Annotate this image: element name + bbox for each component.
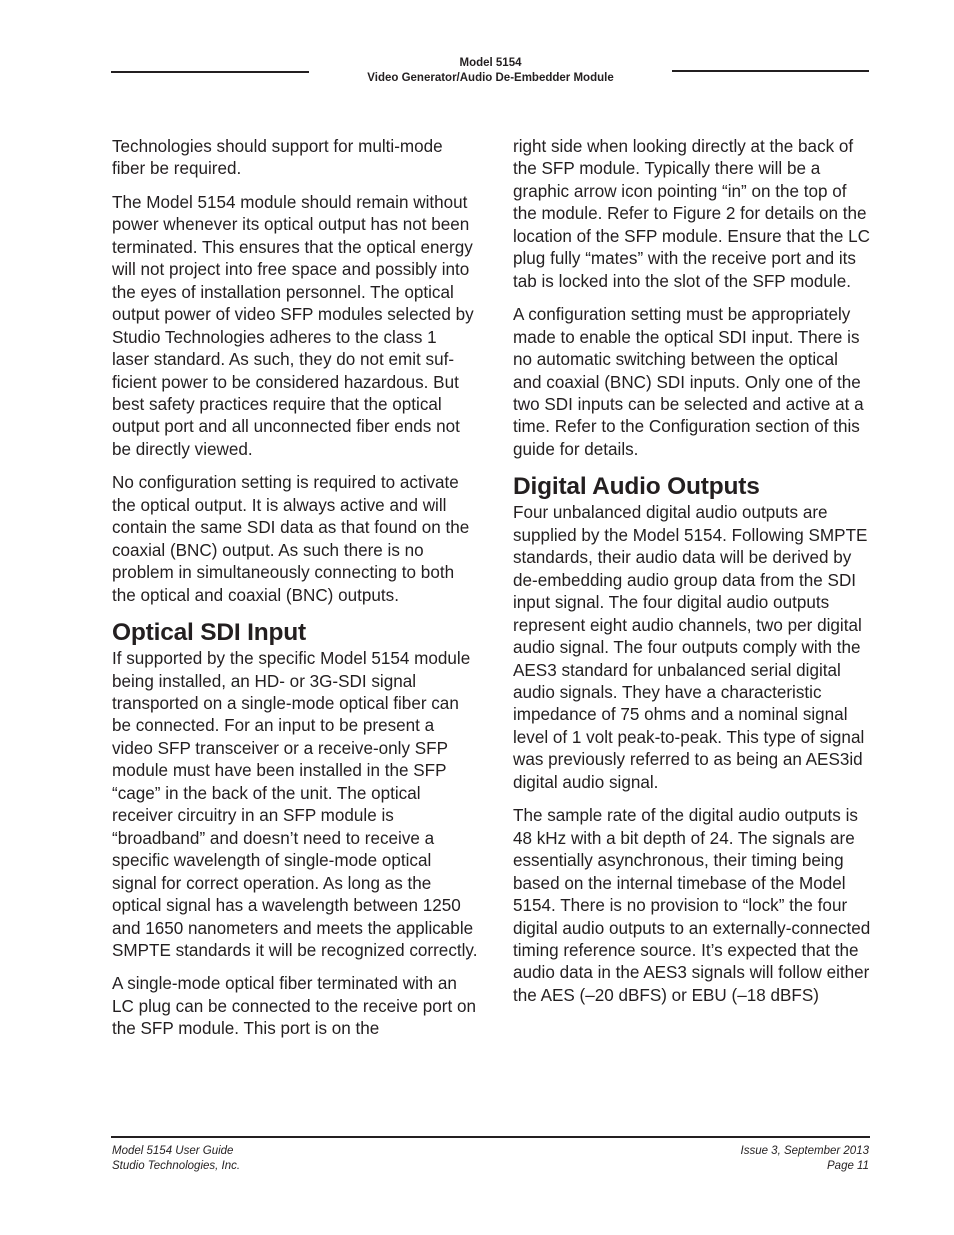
footer-issue: Issue 3, September 2013 xyxy=(740,1145,869,1157)
header-subtitle: Video Generator/Audio De-Embedder Module xyxy=(367,72,614,84)
header-rule-right xyxy=(672,70,869,72)
paragraph: Technologies should support for multi-mode fiber be required. xyxy=(112,137,443,179)
footer-rule xyxy=(111,1136,870,1138)
footer-guide-title: Model 5154 User Guide xyxy=(112,1145,234,1157)
section-heading-digital-audio-outputs: Digital Audio Outputs xyxy=(513,473,760,501)
paragraph: The Model 5154 module should remain without power whenever its optical output has not been terminated. This ensures that the optical energy will not project into free space and possibly into the eyes of installation personnel. The optical output power of video SFP modules selected by Studio Technologies adheres to the class 1 laser standard. As such, they do not emit sufficient power to be considered hazardous. But best safety practices require that the optical output port and all unconnected fiber ends not be directly viewed. xyxy=(112,192,474,459)
paragraph: A single-mode optical fiber terminated with an LC plug can be connected to the receive port on the SFP module. This port is on the xyxy=(112,974,476,1039)
left-column xyxy=(112,136,478,1052)
footer-right xyxy=(741,1144,870,1174)
section-heading-optical-sdi-input: Optical SDI Input xyxy=(112,619,306,647)
paragraph: Four unbalanced digital audio outputs are supplied by the Model 5154. Following SMPTE standards, their audio data will be derived by de-embedding audio group data from the SDI input signal. The four digital audio outputs represent eight audio channels, two per digital audio signal. The four outputs comply with the AES3 standard for unbalanced serial digital audio signals. They have a characteristic impedance of 75 ohms and a nominal signal level of 1 volt peak-to-peak. This type of signal was previously referred to as being an AES3id digital audio signal. xyxy=(513,503,868,792)
header-model: Model 5154 xyxy=(459,57,522,69)
paragraph: right side when looking directly at the back of the SFP module. Typically there will be a graphic arrow icon pointing “in” on the top of the module. Refer to Figure 2 for details on the location of the SFP module. Ensure that the LC plug fully “mates” with the receive port and its tab is locked into the slot of the SFP module. xyxy=(513,137,870,291)
paragraph: No configuration setting is required to activate the optical output. It is always active and will contain the same SDI data as that found on the coaxial (BNC) output. As such there is no problem in simultaneously connecting to both the optical and coaxial (BNC) outputs. xyxy=(112,473,470,605)
paragraph: The sample rate of the digital audio outputs is 48 kHz with a bit depth of 24. The signals are essentially asynchronous, their timing being based on the internal timebase of the Model 5154. There is no provision to “lock” the four digital audio outputs to an externally-connected timing reference source. It’s expected that the audio data in the AES3 signals will follow either the AES (–20 dBFS) or EBU (–18 dBFS) xyxy=(513,806,871,1005)
paragraph: A configuration setting must be appropriately made to enable the optical SDI input. There is no automatic switching between the optical and coaxial (BNC) SDI inputs. Only one of the two SDI inputs can be selected and active at a time. Refer to the Configuration section of this guide for details. xyxy=(513,305,864,459)
footer-page-number: Page 11 xyxy=(827,1160,869,1172)
paragraph: If supported by the specific Model 5154 module being installed, an HD- or 3G-SDI signal transported on a single-mode optical fiber can be connected. For an input to be present a video SFP transceiver or a receive-only SFP module must have been installed in the SFP “cage” in the back of the unit. The optical receiver circuitry in an SFP module is “broadband” and doesn’t need to receive a specific wavelength of single-mode optical signal for correct operation. As long as the optical signal has a wavelength between 1250 and 1650 nanometers and meets the applicable SMPTE standards it will be recognized correctly. xyxy=(112,649,478,960)
right-column xyxy=(513,136,871,1018)
footer-left xyxy=(112,1144,240,1174)
header-rule-left xyxy=(111,71,309,73)
footer-company: Studio Technologies, Inc. xyxy=(112,1160,241,1172)
